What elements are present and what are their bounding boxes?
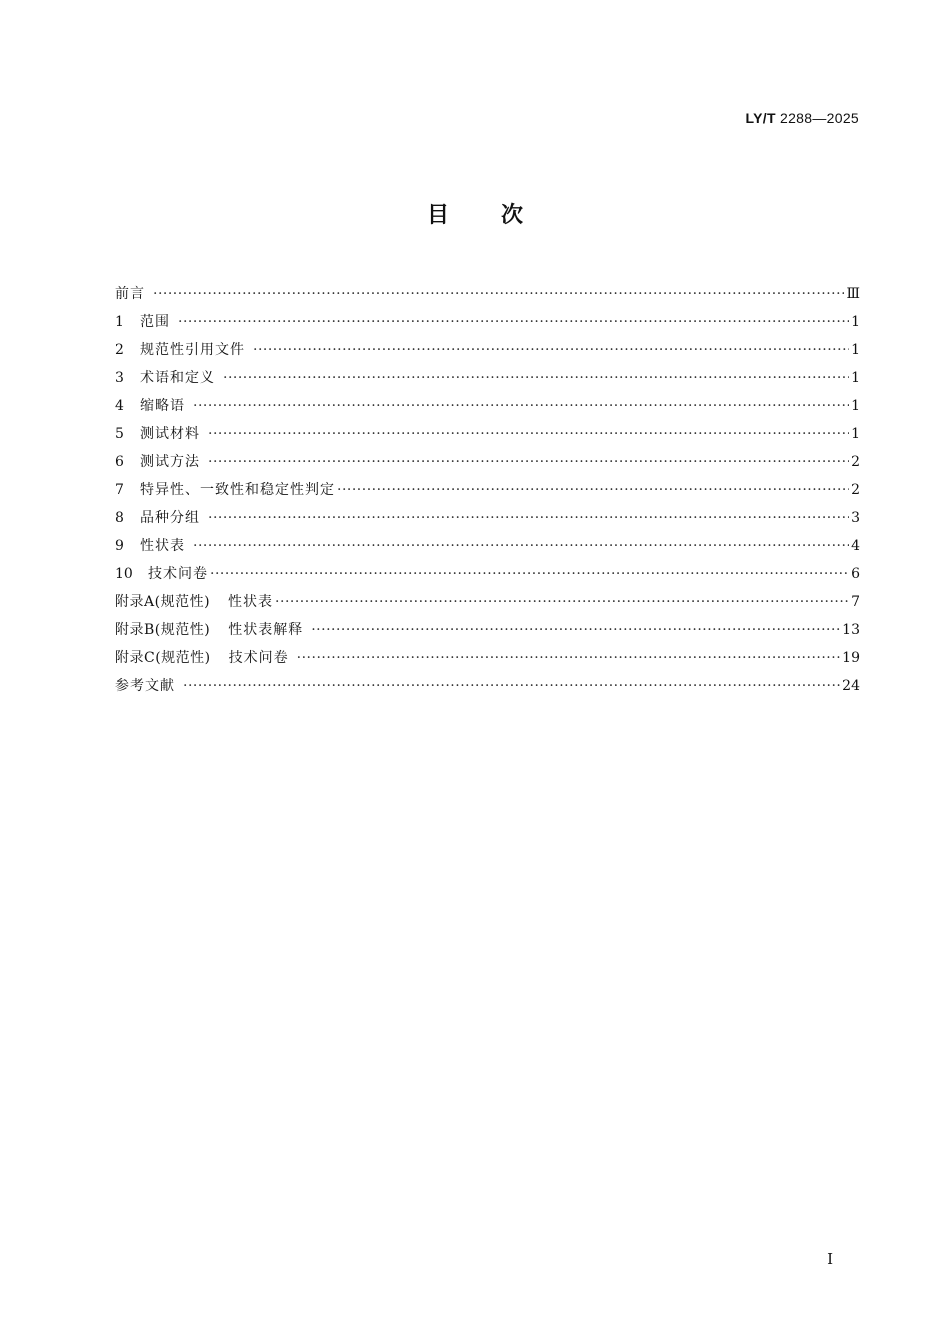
toc-entry-label: 性状表 bbox=[228, 594, 274, 610]
toc-entry-page: 1 bbox=[851, 314, 860, 330]
toc-entry-label: 术语和定义 bbox=[140, 370, 215, 386]
toc-leader-dots bbox=[253, 336, 849, 364]
toc-entry-references[interactable] bbox=[115, 672, 860, 700]
toc-leader-dots bbox=[193, 392, 849, 420]
toc-entry-label: 缩略语 bbox=[140, 398, 185, 414]
toc-entry-number: 1 bbox=[115, 314, 124, 330]
toc-entry-5[interactable] bbox=[115, 420, 860, 448]
toc-entry-appendix-c[interactable] bbox=[115, 644, 860, 672]
toc-entry-9[interactable] bbox=[115, 532, 860, 560]
toc-entry-label: 范围 bbox=[140, 314, 170, 330]
toc-entry-page: Ⅲ bbox=[846, 286, 860, 302]
toc-entry-page: 3 bbox=[851, 510, 860, 526]
toc-entry-number: 7 bbox=[115, 482, 124, 498]
table-of-contents bbox=[115, 280, 860, 700]
toc-entry-number: 3 bbox=[115, 370, 124, 386]
toc-entry-6[interactable] bbox=[115, 448, 860, 476]
toc-entry-page: 1 bbox=[851, 426, 860, 442]
toc-entry-page: 1 bbox=[851, 370, 860, 386]
toc-leader-dots bbox=[223, 364, 849, 392]
toc-entry-label: 性状表 bbox=[140, 538, 185, 554]
toc-leader-dots bbox=[208, 504, 849, 532]
toc-entry-label: 特异性、一致性和稳定性判定 bbox=[140, 482, 335, 498]
toc-entry-number: 9 bbox=[115, 538, 124, 554]
toc-entry-number: 6 bbox=[115, 454, 124, 470]
toc-leader-dots bbox=[210, 560, 849, 588]
page-number: I bbox=[827, 1250, 833, 1268]
toc-leader-dots bbox=[208, 448, 849, 476]
toc-entry-appendix-a[interactable] bbox=[115, 588, 860, 616]
toc-entry-7[interactable] bbox=[115, 476, 860, 504]
toc-entry-label: 品种分组 bbox=[140, 510, 200, 526]
toc-entry-page: 13 bbox=[842, 622, 860, 638]
toc-leader-dots bbox=[183, 672, 840, 700]
toc-entry-page: 7 bbox=[851, 594, 860, 610]
toc-entry-number: 5 bbox=[115, 426, 124, 442]
toc-entry-2[interactable] bbox=[115, 336, 860, 364]
toc-leader-dots bbox=[337, 476, 849, 504]
toc-entry-label: 性状表解释 bbox=[228, 622, 304, 638]
toc-entry-number: 2 bbox=[115, 342, 124, 358]
toc-entry-label: 规范性引用文件 bbox=[140, 342, 245, 358]
toc-entry-4[interactable] bbox=[115, 392, 860, 420]
toc-entry-page: 2 bbox=[851, 454, 860, 470]
page-title-char-1: 目 bbox=[426, 203, 449, 228]
toc-entry-number: 8 bbox=[115, 510, 124, 526]
toc-entry-1[interactable] bbox=[115, 308, 860, 336]
toc-entry-label: 技术问卷 bbox=[228, 650, 289, 666]
toc-entry-page: 1 bbox=[851, 342, 860, 358]
toc-entry-label: 前言 bbox=[115, 286, 145, 302]
toc-entry-page: 19 bbox=[842, 650, 860, 666]
toc-entry-page: 6 bbox=[851, 566, 860, 582]
toc-entry-number: 4 bbox=[115, 398, 124, 414]
page-title-char-2: 次 bbox=[501, 203, 524, 228]
toc-entry-page: 4 bbox=[851, 538, 860, 554]
toc-entry-label: 测试材料 bbox=[140, 426, 200, 442]
toc-appendix-tag: 附录B(规范性) bbox=[115, 622, 211, 638]
toc-leader-dots bbox=[311, 616, 840, 644]
standard-number: 2288—2025 bbox=[780, 110, 859, 126]
toc-leader-dots bbox=[178, 308, 849, 336]
toc-entry-3[interactable] bbox=[115, 364, 860, 392]
toc-leader-dots bbox=[193, 532, 849, 560]
toc-entry-number: 10 bbox=[115, 566, 133, 582]
toc-entry-label: 测试方法 bbox=[140, 454, 200, 470]
toc-entry-10[interactable] bbox=[115, 560, 860, 588]
page-title bbox=[0, 198, 950, 229]
toc-entry-label: 参考文献 bbox=[115, 678, 175, 694]
toc-leader-dots bbox=[208, 420, 849, 448]
toc-leader-dots bbox=[297, 644, 841, 672]
toc-appendix-tag: 附录C(规范性) bbox=[115, 650, 211, 666]
toc-appendix-tag: 附录A(规范性) bbox=[115, 594, 211, 610]
toc-entry-page: 1 bbox=[851, 398, 860, 414]
toc-entry-label: 技术问卷 bbox=[148, 566, 208, 582]
toc-entry-8[interactable] bbox=[115, 504, 860, 532]
standard-code bbox=[746, 110, 859, 126]
toc-entry-page: 24 bbox=[842, 678, 860, 694]
toc-leader-dots bbox=[153, 280, 844, 308]
toc-entry-appendix-b[interactable] bbox=[115, 616, 860, 644]
standard-prefix: LY/T bbox=[745, 110, 776, 126]
toc-entry-page: 2 bbox=[851, 482, 860, 498]
toc-leader-dots bbox=[275, 588, 849, 616]
toc-entry-foreword[interactable] bbox=[115, 280, 860, 308]
